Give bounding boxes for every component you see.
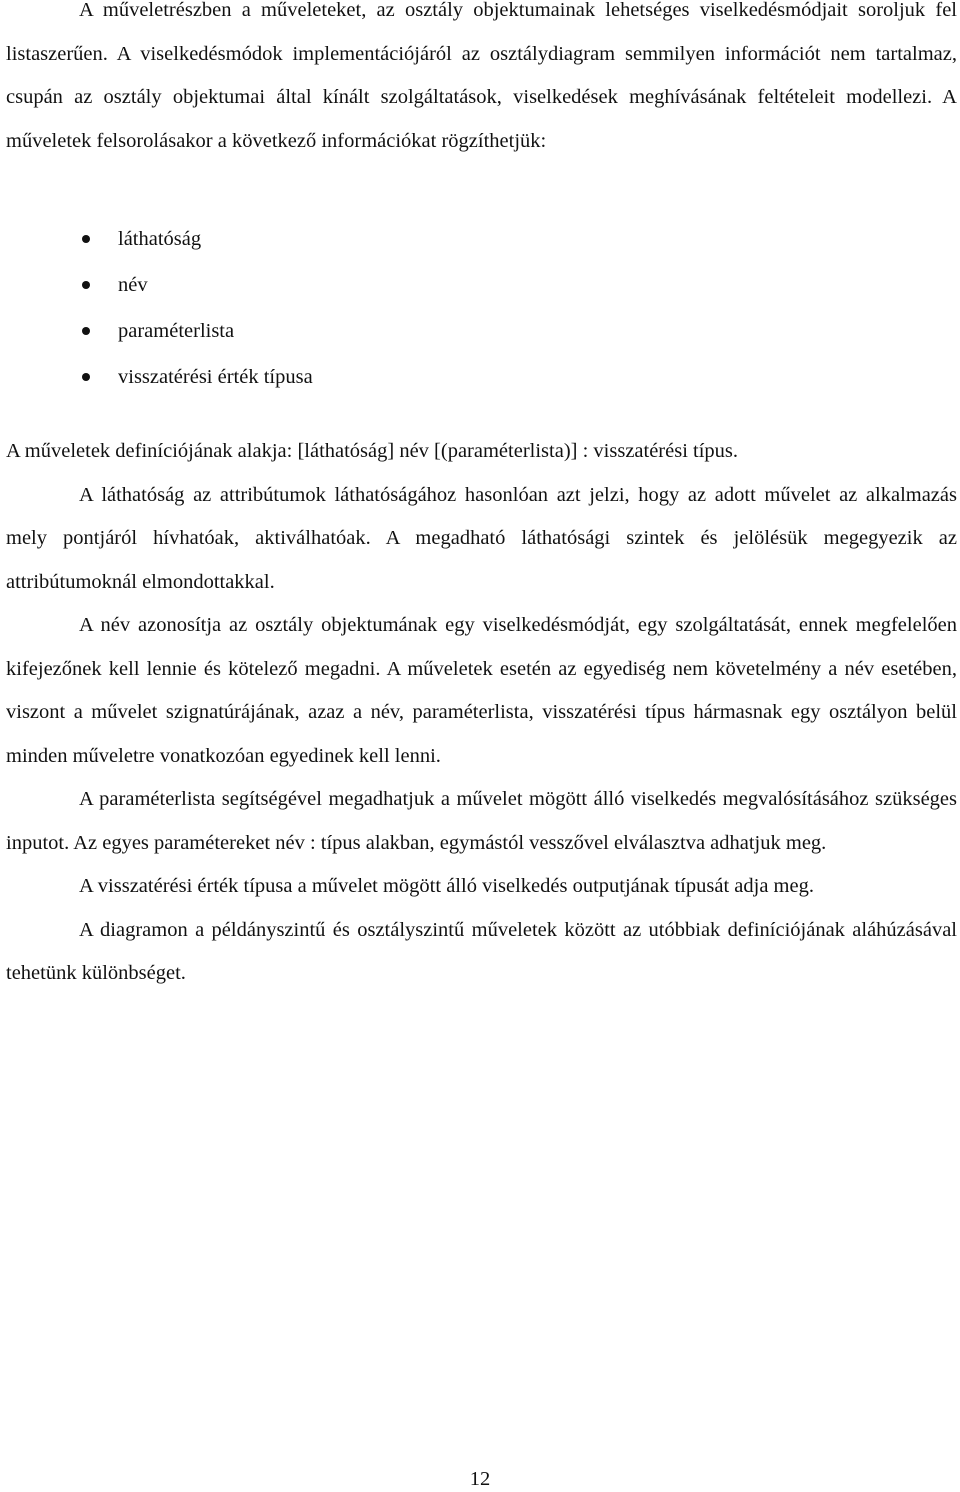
bullet-list <box>6 216 957 400</box>
list-item-label: név <box>118 274 148 296</box>
document-page <box>6 0 957 996</box>
paragraph-return-type: A visszatérési érték típusa a művelet mögött álló viselkedés outputjának típusát adja meg. <box>79 875 814 897</box>
list-item <box>6 216 957 262</box>
list-item <box>6 354 957 400</box>
paragraph-parameter-list: A paraméterlista segítségével megadhatjuk a művelet mögött álló viselkedés megvalósításához szükséges inputot. Az egyes paramétereket név : típus alakban, egymástól vesszővel elválasztva adhatjuk meg. <box>6 788 957 854</box>
paragraph-name: A név azonosítja az osztály objektumának egy viselkedésmódját, egy szolgáltatását, ennek megfelelően kifejezőnek kell lennie és kötelező megadni. A műveletek esetén az egyediség nem követelmény a név esetében, viszont a művelet szignatúrájának, azaz a név, paraméterlista, visszatérési típus hármasnak egy osztályon belül minden műveletre vonatkozóan egyedinek kell lenni. <box>6 614 957 767</box>
page-number: 12 <box>469 1468 491 1490</box>
intro-paragraph: A műveletrészben a műveleteket, az osztály objektumainak lehetséges viselkedésmódjait soroljuk fel listaszerűen. A viselkedésmódok implementációjáról az osztálydiagram semmilyen információt nem tartalmaz, csupán az osztály objektumai által kínált szolgáltatások, viselkedések meghívásának feltételeit modellezi. A műveletek felsorolásakor a következő információkat rögzíthetjük: <box>6 0 957 152</box>
list-item <box>6 262 957 308</box>
paragraph-visibility: A láthatóság az attribútumok láthatóságához hasonlóan azt jelzi, hogy az adott művelet az alkalmazás mely pontjáról hívhatóak, aktiválhatóak. A megadható láthatósági szintek és jelölésük megegyezik az attribútumoknál elmondottakkal. <box>6 483 957 593</box>
bullet-icon <box>82 373 90 381</box>
list-item-label: paraméterlista <box>118 320 235 342</box>
paragraph-diagram-underline: A diagramon a példányszintű és osztályszintű műveletek között az utóbbiak definíciójának aláhúzásával tehetünk különbséget. <box>6 918 957 984</box>
bullet-icon <box>82 235 90 243</box>
list-item <box>6 308 957 354</box>
list-item-label: láthatóság <box>118 228 202 250</box>
definition-line: A műveletek definíciójának alakja: [láthatóság] név [(paraméterlista)] : visszatérési típus. <box>6 440 739 462</box>
list-item-label: visszatérési érték típusa <box>118 366 313 388</box>
bullet-icon <box>82 281 90 289</box>
bullet-icon <box>82 327 90 335</box>
